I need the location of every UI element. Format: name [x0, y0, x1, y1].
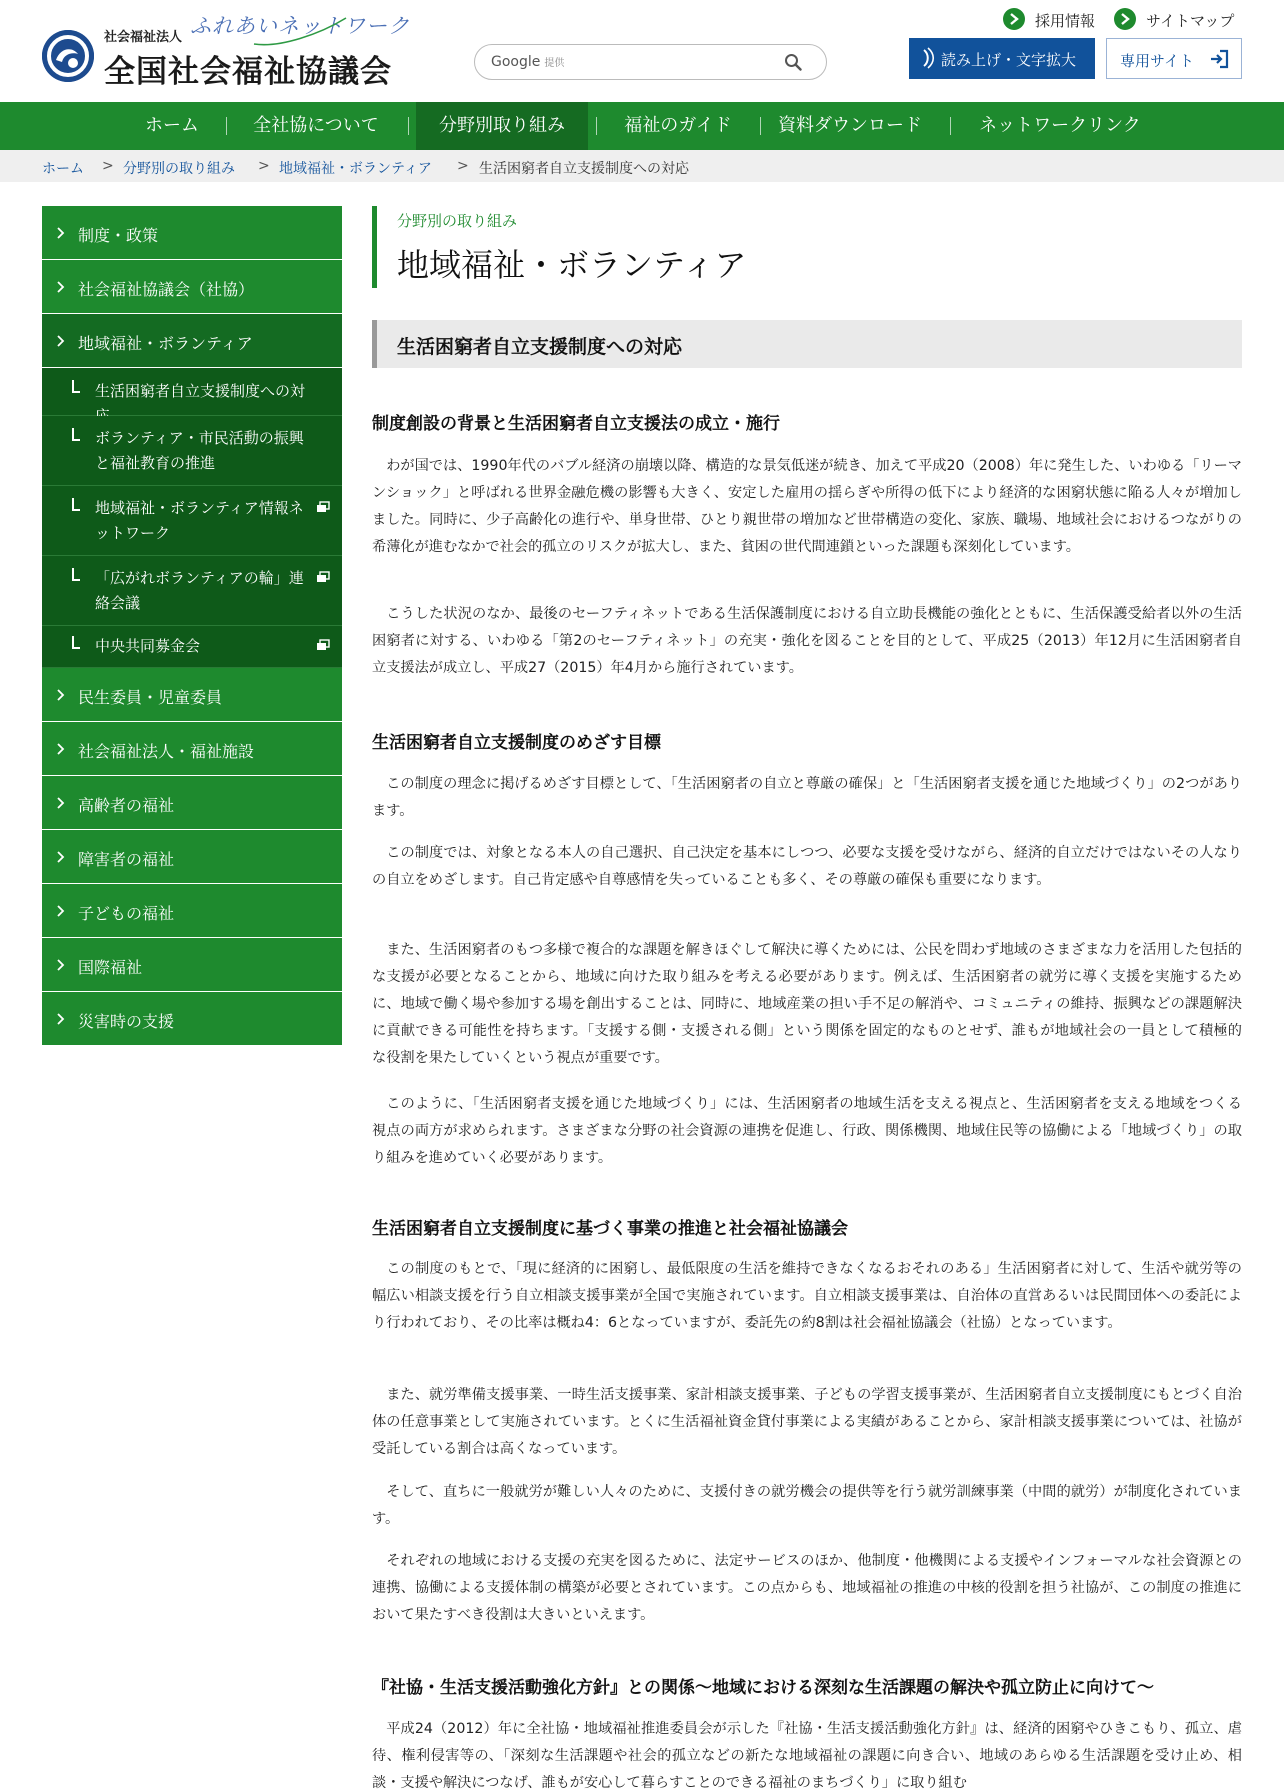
paragraph: 平成24（2012）年に全社協・地域福祉推進委員会が示した『社協・生活支援活動強化方針』は、経済的困窮やひきこもり、孤立、虐待、権利侵害等の、「深刻な生活課題や社会的孤立などの新たな地域福祉の課題に向き合い、地域のあらゆる生活課題を受け止め、相談・支援や解決につなげ、誰もが安心して暮らすことのできる福祉のまちづくり」に取り組む [372, 1721, 1242, 1789]
search-brand-label: Google [491, 54, 541, 70]
sidebar-item-label: 災害時の支援 [78, 1012, 175, 1031]
member-site-button[interactable] [1106, 38, 1242, 79]
breadcrumb-home[interactable]: ホーム [42, 161, 84, 177]
breadcrumb-separator: > [457, 158, 469, 174]
paragraph: そして、直ちに一般就労が難しい人々のために、支援付きの就労機会の提供等を行う就労訓練事業（中間的就労）が制度化されています。 [372, 1484, 1242, 1527]
paragraph: この制度では、対象となる本人の自己選択、自己決定を基本にしつつ、必要な支援を受けながら、経済的自立だけではないその人なりの自立をめざします。自己肯定感や自尊感情を失っていることも多く、その尊厳の確保も重要になります。 [372, 845, 1242, 888]
reader-zoom-label: 読み上げ・文字拡大 [941, 51, 1077, 69]
chevron-right-icon [57, 227, 65, 239]
sidebar-item-children[interactable] [42, 884, 342, 938]
sidebar-item-elderly[interactable] [42, 776, 342, 830]
sidebar-item-label: 制度・政策 [78, 226, 159, 245]
tagline-logo: ふれあいネットワーク [190, 14, 410, 38]
page-title: 地域福祉・ボランティア [397, 246, 747, 284]
login-icon [1209, 49, 1229, 69]
sidebar-subitem-info-network[interactable] [42, 486, 342, 556]
tree-branch-icon [72, 498, 80, 511]
heading-policy-relation: 『社協・生活支援活動強化方針』との関係〜地域における深刻な生活課題の解決や孤立防止に向けて〜 [372, 1678, 1154, 1698]
global-nav [0, 102, 1284, 150]
search-icon[interactable] [784, 53, 802, 71]
sidebar-item-label: 地域福祉・ボランティア [78, 334, 253, 353]
logo-mark-icon[interactable] [42, 30, 94, 82]
nav-divider [596, 117, 597, 135]
heading-background: 制度創設の背景と生活困窮者自立支援法の成立・施行 [372, 414, 780, 434]
sidebar-item-label: 社会福祉協議会（社協） [78, 280, 255, 299]
nav-downloads[interactable]: 資料ダウンロード [778, 115, 922, 136]
sidebar-item-label: 障害者の福祉 [78, 850, 175, 869]
paragraph: また、就労準備支援事業、一時生活支援事業、家計相談支援事業、子どもの学習支援事業が、生活困窮者自立支援制度にもとづく自治体の任意事業として実施されています。とくに生活福祉資金貸付事業による実績があることから、家計相談支援事業については、社協が受託している割合は高くなっています。 [372, 1387, 1242, 1457]
breadcrumb-separator: > [102, 158, 114, 174]
sidebar-subitem-label: 中央共同募金会 [95, 637, 201, 655]
chevron-right-icon [57, 689, 65, 701]
chevron-right-icon [57, 959, 65, 971]
sidebar-subitem-label: 「広がれボランティアの輪」連絡会議 [95, 569, 304, 612]
reader-zoom-button[interactable] [909, 38, 1095, 79]
breadcrumb-current: 生活困窮者自立支援制度への対応 [479, 161, 689, 177]
external-window-icon [316, 501, 330, 513]
paragraph: こうした状況のなか、最後のセーフティネットである生活保護制度における自立助長機能の強化とともに、生活保護受給者以外の生活困窮者に対する、いわゆる「第2のセーフティネット」の充実・強化を図ることを目的として、平成25（2013）年12月に生活困窮者自立支援法が成立し、平成27（2015）年4月から施行されています。 [372, 606, 1242, 676]
recruit-link-label: 採用情報 [1035, 12, 1096, 30]
chevron-right-icon [57, 335, 65, 347]
swoosh-icon [250, 14, 350, 48]
org-type-label: 社会福祉法人 [104, 30, 183, 45]
breadcrumb-fields[interactable]: 分野別の取り組み [123, 161, 235, 177]
page-category: 分野別の取り組み [397, 212, 518, 230]
sidebar-item-label: 子どもの福祉 [78, 904, 175, 923]
nav-fields[interactable]: 分野別取り組み [416, 102, 588, 150]
sidebar-subitem-label: ボランティア・市民活動の振興と福祉教育の推進 [95, 429, 304, 472]
paragraph: また、生活困窮者のもつ多様で複合的な課題を解きほぐして解決に導くためには、公民を問わず地域のさまざまな力を活用した包括的な支援が必要となることから、地域に向けた取り組みを考える必要があります。例えば、生活困窮者の就労に導く支援を実施するために、地域で働く場や参加する場を創出することは、同時に、地域産業の担い手不足の解消や、コミュニティの維持、振興などの課題解決に貢献できる可能性を持ちます。「支援する側・支援される側」という関係を固定的なものとせず、誰もが地域社会の一員として積極的な役割を果たしていくという視点が重要です。 [372, 942, 1242, 1066]
nav-divider [226, 117, 227, 135]
sidebar-item-community[interactable] [42, 314, 342, 368]
sidebar-item-commissioners[interactable] [42, 668, 342, 722]
sidebar-item-label: 民生委員・児童委員 [78, 688, 223, 707]
section-title: 生活困窮者自立支援制度への対応 [397, 336, 683, 358]
external-window-icon [316, 639, 330, 651]
chevron-right-icon [57, 743, 65, 755]
sidebar-item-label: 高齢者の福祉 [78, 796, 175, 815]
chevron-right-icon [57, 851, 65, 863]
tree-branch-icon [72, 380, 80, 393]
sidebar-item-international[interactable] [42, 938, 342, 992]
nav-home[interactable]: ホーム [145, 115, 199, 136]
chevron-right-icon [1114, 8, 1136, 30]
sidebar-nav [42, 206, 342, 1046]
breadcrumb-community[interactable]: 地域福祉・ボランティア [279, 161, 432, 177]
sidebar-subitem-volunteer[interactable] [42, 416, 342, 486]
breadcrumb-separator: > [258, 158, 270, 174]
paragraph: わが国では、1990年代のバブル経済の崩壊以降、構造的な景気低迷が続き、加えて平成20（2008）年に発生した、いわゆる「リーマンショック」と呼ばれる世界金融危機の影響も大きく、安定した雇用の揺らぎや所得の低下により経済的な困窮状態に陥る人々が増加しました。同時に、少子高齢化の進行や、単身世帯、ひとり親世帯の増加など世帯構造の変化、家族、職場、地域社会におけるつながりの希薄化が進むなかで社会的孤立のリスクが拡大し、また、貧困の世代間連鎖といった課題も深刻化しています。 [372, 458, 1242, 555]
nav-divider [950, 117, 951, 135]
nav-about[interactable]: 全社協について [253, 115, 379, 136]
chevron-right-icon [57, 1013, 65, 1025]
chevron-right-icon [1003, 8, 1025, 30]
sidebar-item-label: 国際福祉 [78, 958, 143, 977]
paragraph: この制度の理念に掲げるめざす目標として、「生活困窮者の自立と尊厳の確保」と「生活困窮者支援を通じた地域づくり」の2つがあります。 [372, 776, 1242, 819]
site-search-input[interactable] [474, 44, 827, 80]
sidebar-subitem-community-chest[interactable] [42, 626, 342, 668]
sidebar-item-facilities[interactable] [42, 722, 342, 776]
section-title-box [372, 320, 1242, 368]
nav-links[interactable]: ネットワークリンク [979, 115, 1141, 136]
sidebar-item-council[interactable] [42, 260, 342, 314]
sidebar-item-disaster[interactable] [42, 992, 342, 1046]
nav-divider [408, 117, 409, 135]
nav-divider [760, 117, 761, 135]
paragraph: それぞれの地域における支援の充実を図るために、法定サービスのほか、他制度・他機関による支援やインフォーマルな社会資源との連携、協働による支援体制の構築が必要とされています。この点からも、地域福祉の推進の中核的役割を担う社協が、この制度の推進において果たすべき役割は大きいといえます。 [372, 1553, 1242, 1623]
site-header [0, 0, 1284, 102]
sidebar-item-policy[interactable] [42, 206, 342, 260]
nav-guide[interactable]: 福祉のガイド [624, 115, 732, 136]
external-window-icon [316, 571, 330, 583]
page-header [372, 206, 1242, 288]
sitemap-link-label: サイトマップ [1146, 12, 1235, 30]
breadcrumb [0, 150, 1284, 182]
sidebar-subitem-volunteer-ring[interactable] [42, 556, 342, 626]
sidebar-subitem-label: 地域福祉・ボランティア情報ネットワーク [95, 499, 304, 542]
paragraph: このように、「生活困窮者支援を通じた地域づくり」には、生活困窮者の地域生活を支える視点と、生活困窮者を支える地域をつくる視点の両方が求められます。さまざまな分野の社会資源の連携を促進し、行政、関係機関、地域住民等の協働による「地域づくり」の取り組みを進めていく必要があります。 [372, 1096, 1242, 1166]
tree-branch-icon [72, 428, 80, 441]
tree-branch-icon [72, 568, 80, 581]
sidebar-item-label: 社会福祉法人・福祉施設 [78, 742, 255, 761]
member-site-label: 専用サイト [1120, 52, 1194, 70]
sidebar-item-disability[interactable] [42, 830, 342, 884]
sound-wave-icon [921, 47, 935, 69]
chevron-right-icon [57, 281, 65, 293]
chevron-right-icon [57, 797, 65, 809]
tree-branch-icon [72, 636, 80, 649]
sidebar-subitem-poverty[interactable] [42, 368, 342, 416]
org-name-logo[interactable]: 全国社会福祉協議会 [104, 54, 392, 90]
heading-goals: 生活困窮者自立支援制度のめざす目標 [372, 733, 661, 753]
search-brand-sub: 提供 [544, 58, 565, 69]
paragraph: この制度のもとで、「現に経済的に困窮し、最低限度の生活を維持できなくなるおそれのある」生活困窮者に対して、生活や就労等の幅広い相談支援を行う自立相談支援事業が全国で実施されています。自立相談支援事業は、自治体の直営あるいは民間団体への委託により行われており、その比率は概ね4：6となっていますが、委託先の約8割は社会福祉協議会（社協）となっています。 [372, 1261, 1242, 1331]
sidebar-subitem-label: 生活困窮者自立支援制度への対 [95, 382, 306, 400]
heading-programs: 生活困窮者自立支援制度に基づく事業の推進と社会福祉協議会 [372, 1219, 848, 1239]
chevron-right-icon [57, 905, 65, 917]
